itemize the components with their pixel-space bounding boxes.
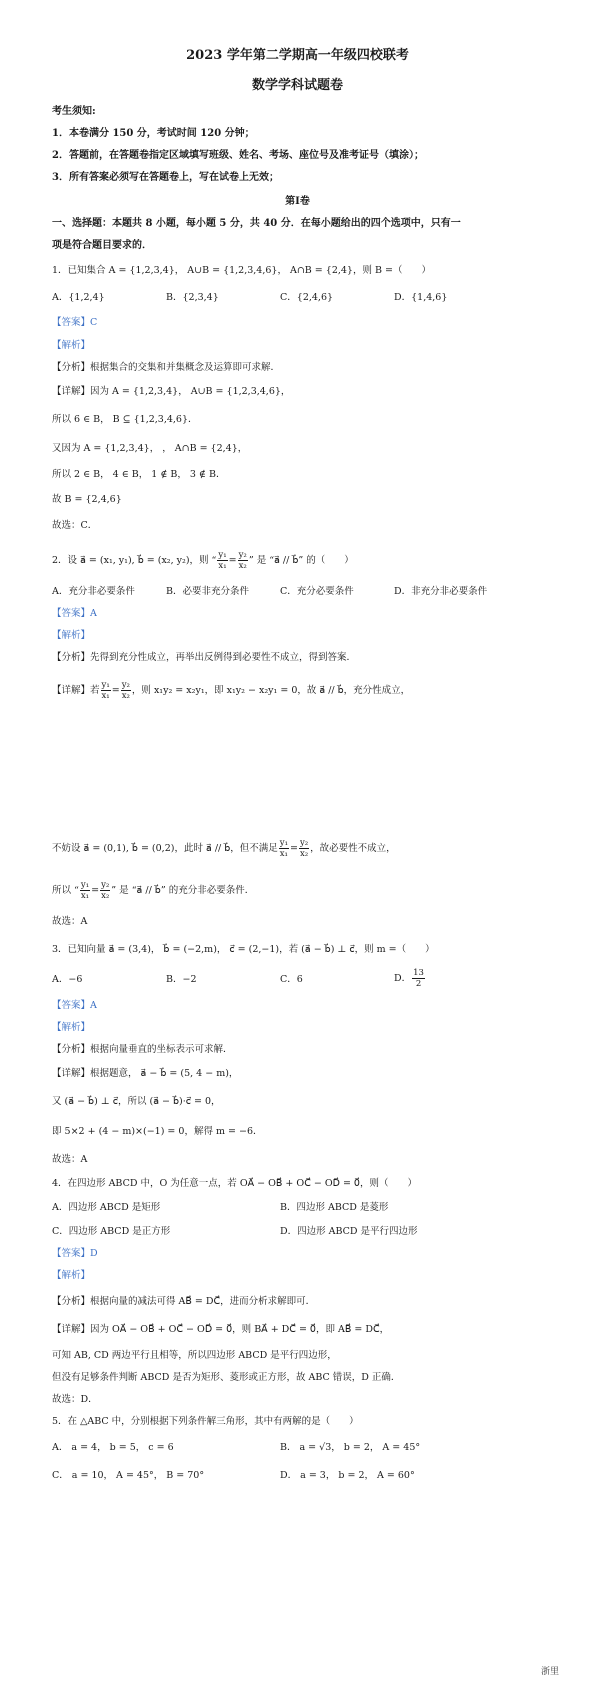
frac-den: x₂ (238, 561, 247, 571)
frac-den: 2 (415, 979, 422, 989)
frac-num: y₁ (101, 680, 110, 690)
q3-answer: 【答案】A (52, 1000, 97, 1011)
q1-line: 所以 2 ∈ B， 4 ∈ B， 1 ∉ B， 3 ∉ B． (52, 469, 226, 480)
q2-fraction-y1x1 (217, 550, 227, 571)
q1-line: 又因为 A = {1,2,3,4}， ， A∩B = {2,4}， (52, 443, 248, 454)
q1-answer: 【答案】C (52, 317, 98, 328)
q2-detail-part2: ，则 x₁y₂ = x₂y₁，即 x₁y₂ − x₂y₁ = 0，故 a⃗ // b⃗，充分性成立， (131, 685, 411, 696)
q2-fraction-y2x2 (299, 838, 309, 859)
q1-option-d: D．{1,4,6} (394, 292, 448, 303)
q1-stem: 1．已知集合 A = {1,2,3,4}， A∪B = {1,2,3,4,6}， A∩B = {2,4}，则 B =（ ） (52, 265, 431, 276)
q3-option-d-fraction (412, 968, 425, 989)
frac-num: y₂ (238, 550, 247, 560)
section-intro-cont: 项是符合题目要求的． (52, 240, 152, 251)
frac-den: x₁ (101, 691, 110, 701)
q2-analysis-tag: 【解析】 (52, 630, 91, 641)
q1-line: 故 B = {2,4,6} (52, 494, 122, 505)
notice-item: 1．本卷满分 150 分，考试时间 120 分钟； (52, 128, 255, 139)
q2-stem-part2: ” 是 “a⃗ // b⃗” 的（ ） (248, 555, 354, 566)
q2-counter-part2: ，故必要性不成立， (310, 843, 396, 854)
q5-option-d: D． a = 3， b = 2， A = 60° (280, 1470, 415, 1481)
notice-item: 2．答题前，在答题卷指定区域填写班级、姓名、考场、座位号及准考证号（填涂）； (52, 150, 424, 161)
q5-option-c: C． a = 10， A = 45°， B = 70° (52, 1470, 205, 1481)
q5-option-b: B． a = √3， b = 2， A = 45° (280, 1442, 421, 1453)
q3-line: 【详解】根据题意， a⃗ − b⃗ = (5, 4 − m)， (52, 1068, 239, 1079)
q4-line: 故选：D． (52, 1394, 98, 1405)
q4-answer: 【答案】D (52, 1248, 98, 1259)
exam-subtitle: 数学学科试题卷 (251, 78, 343, 93)
frac-num: y₁ (218, 550, 227, 560)
volume-heading: 第Ⅰ卷 (285, 196, 310, 207)
q2-concl-part2: ” 是 “a⃗ // b⃗” 的充分非必要条件． (111, 885, 255, 896)
frac-num: 13 (413, 968, 424, 978)
q2-fraction-y1x1 (80, 880, 90, 901)
q4-analysis-tag: 【解析】 (52, 1270, 91, 1281)
frac-num: y₂ (101, 880, 110, 890)
equals-sign: = (91, 885, 100, 896)
q2-stem (52, 550, 354, 571)
q2-detail (52, 680, 410, 701)
q2-counter-part1: 不妨设 a⃗ = (0,1), b⃗ = (0,2)，此时 a⃗ // b⃗，但不满足 (52, 843, 278, 854)
equals-sign: = (111, 685, 120, 696)
q2-concl-part1: 所以 “ (52, 885, 79, 896)
q3-option-a: A．−6 (52, 974, 83, 985)
frac-num: y₁ (80, 880, 90, 890)
q3-stem: 3．已知向量 a⃗ = (3,4)， b⃗ = (−2,m)， c⃗ = (2,−1)，若 (a⃗ − b⃗) ⊥ c⃗，则 m =（ ） (52, 944, 435, 955)
notice-item: 3．所有答案必须写在答题卷上，写在试卷上无效； (52, 172, 279, 183)
exam-title: 2023 学年第二学期高一年级四校联考 (186, 48, 409, 63)
q4-line: 【分析】根据向量的减法可得 AB⃗ = DC⃗，进而分析求解即可． (52, 1296, 316, 1307)
q3-line: 【分析】根据向量垂直的坐标表示可求解． (52, 1044, 233, 1055)
equals-sign: = (228, 555, 237, 566)
q3-option-d (394, 968, 426, 989)
q4-option-b: B．四边形 ABCD 是菱形 (280, 1202, 389, 1213)
q5-stem: 5．在 △ABC 中，分别根据下列条件解三角形，其中有两解的是（ ） (52, 1416, 359, 1427)
q3-line: 即 5×2 + (4 − m)×(−1) = 0，解得 m = −6． (52, 1126, 263, 1137)
section-intro: 一、选择题：本题共 8 小题，每小题 5 分，共 40 分．在每小题给出的四个选项中，只有一 (52, 218, 461, 229)
q2-detail-part1: 【详解】若 (52, 685, 100, 696)
frac-den: x₂ (101, 891, 110, 901)
q2-analysis: 【分析】先得到充分性成立，再举出反例得到必要性不成立，得到答案． (52, 652, 357, 663)
q2-choose: 故选：A (52, 916, 88, 927)
equals-sign: = (289, 843, 298, 854)
frac-num: y₂ (299, 838, 309, 848)
q4-line: 但没有足够条件判断 ABCD 是否为矩形、菱形或正方形，故 ABC 错误，D 正确． (52, 1372, 401, 1383)
q2-option-d: D．非充分非必要条件 (394, 586, 488, 597)
q3-option-c: C．6 (280, 974, 303, 985)
q1-analysis-tag: 【解析】 (52, 340, 91, 351)
q2-answer: 【答案】A (52, 608, 97, 619)
q1-option-b: B．{2,3,4} (166, 292, 219, 303)
q2-fraction-y2x2 (121, 680, 131, 701)
q2-option-b: B．必要非充分条件 (166, 586, 249, 597)
q2-stem-part1: 2．设 a⃗ = (x₁, y₁), b⃗ = (x₂, y₂)，则 “ (52, 555, 217, 566)
q1-option-a: A．{1,2,4} (52, 292, 105, 303)
q2-fraction-y1x1 (279, 838, 289, 859)
q5-option-a: A． a = 4， b = 5， c = 6 (52, 1442, 174, 1453)
frac-num: y₂ (121, 680, 130, 690)
frac-den: x₁ (80, 891, 90, 901)
frac-den: x₁ (218, 561, 227, 571)
q2-fraction-y2x2 (100, 880, 110, 901)
q2-option-c: C．充分必要条件 (280, 586, 354, 597)
notice-heading: 考生须知: (52, 106, 96, 117)
q2-conclusion (52, 880, 254, 901)
frac-den: x₁ (279, 849, 288, 859)
q3-option-d-label: D． (394, 973, 412, 984)
frac-den: x₂ (299, 849, 309, 859)
q4-option-c: C．四边形 ABCD 是正方形 (52, 1226, 171, 1237)
q2-fraction-y2x2 (238, 550, 248, 571)
q3-line: 故选：A (52, 1154, 88, 1165)
q4-line: 可知 AB, CD 两边平行且相等，所以四边形 ABCD 是平行四边形， (52, 1350, 337, 1361)
q2-fraction-y1x1 (101, 680, 111, 701)
frac-den: x₂ (121, 691, 130, 701)
q1-option-c: C．{2,4,6} (280, 292, 334, 303)
q3-analysis-tag: 【解析】 (52, 1022, 91, 1033)
q3-option-b: B．−2 (166, 974, 197, 985)
q3-line: 又 (a⃗ − b⃗) ⊥ c⃗，所以 (a⃗ − b⃗)·c⃗ = 0， (52, 1096, 221, 1107)
q4-option-a: A．四边形 ABCD 是矩形 (52, 1202, 161, 1213)
q1-line: 故选：C． (52, 520, 98, 531)
q1-line: 【分析】根据集合的交集和并集概念及运算即可求解． (52, 362, 281, 373)
q1-line: 【详解】因为 A = {1,2,3,4}， A∪B = {1,2,3,4,6}， (52, 386, 291, 397)
q4-stem: 4．在四边形 ABCD 中，O 为任意一点，若 OA⃗ − OB⃗ + OC⃗ − OD⃗ = 0⃗，则（ ） (52, 1178, 417, 1189)
q4-option-d: D．四边形 ABCD 是平行四边形 (280, 1226, 418, 1237)
q2-option-a: A．充分非必要条件 (52, 586, 135, 597)
q2-counterexample (52, 838, 396, 859)
q4-line: 【详解】因为 OA⃗ − OB⃗ + OC⃗ − OD⃗ = 0⃗，则 BA⃗ + DC⃗ = 0⃗，即 AB⃗ = DC⃗， (52, 1324, 390, 1335)
frac-num: y₁ (279, 838, 288, 848)
footer-mark: 浙里 (540, 1667, 559, 1677)
q1-line: 所以 6 ∈ B， B ⊆ {1,2,3,4,6}． (52, 414, 198, 425)
